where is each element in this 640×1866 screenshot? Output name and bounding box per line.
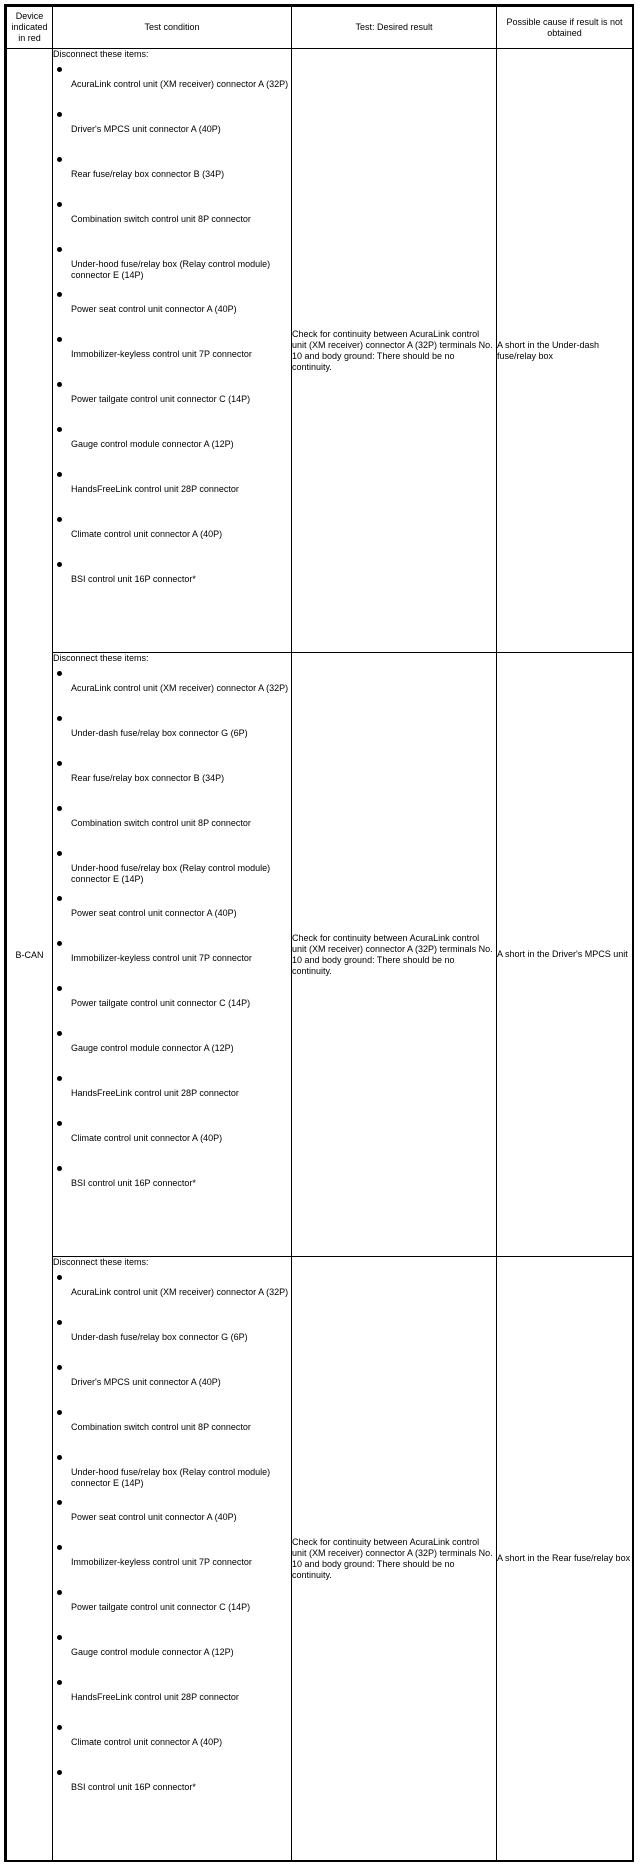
list-item [53,195,291,240]
list-item-text: Driver's MPCS unit connector A (40P) [71,124,221,134]
list-item-text: BSI control unit 16P connector* [71,574,196,584]
bullet-icon [57,382,62,387]
bullet-icon [57,986,62,991]
bullet-icon [57,1455,62,1460]
desired-result-cell: Check for continuity between AcuraLink control unit (XM receiver) connector A (32P) terminals No. 10 and body ground: There should be no continuity. [292,49,497,653]
bullet-icon [57,1590,62,1595]
list-item-text: Combination switch control unit 8P connector [71,818,251,828]
bullet-icon [57,1725,62,1730]
list-item [53,1583,291,1628]
bullet-icon [57,671,62,676]
list-item [53,1718,291,1763]
list-item-text: Under-dash fuse/relay box connector G (6P) [71,728,248,738]
desired-result-cell: Check for continuity between AcuraLink control unit (XM receiver) connector A (32P) terminals No. 10 and body ground: There should be no continuity. [292,1257,497,1861]
list-item [53,979,291,1024]
header-device: Device indicated in red [7,7,53,49]
bullet-icon [57,1410,62,1415]
disconnect-list [53,664,291,1204]
disconnect-list [53,60,291,600]
list-item-text: Power seat control unit connector A (40P) [71,1512,237,1522]
bullet-icon [57,1545,62,1550]
bullet-icon [57,1635,62,1640]
list-item [53,240,291,285]
list-item-text: Combination switch control unit 8P connector [71,1422,251,1432]
bullet-icon [57,1320,62,1325]
list-item-text: Immobilizer-keyless control unit 7P connector [71,349,252,359]
list-item-text: HandsFreeLink control unit 28P connector [71,1088,239,1098]
bullet-icon [57,1680,62,1685]
test-condition-cell [53,1257,292,1861]
list-item-text: Under-hood fuse/relay box (Relay control module) connector E (14P) [71,259,271,280]
bullet-icon [57,427,62,432]
list-item-text: Power tailgate control unit connector C (14P) [71,394,251,404]
list-item [53,510,291,555]
device-cell: B-CAN [7,49,53,1861]
list-item [53,1114,291,1159]
bullet-icon [57,1121,62,1126]
list-item [53,1159,291,1204]
possible-cause-cell: A short in the Rear fuse/relay box [497,1257,633,1861]
bullet-icon [57,896,62,901]
desired-result-cell: Check for continuity between AcuraLink control unit (XM receiver) connector A (32P) terminals No. 10 and body ground: There should be no continuity. [292,653,497,1257]
list-item-text: Immobilizer-keyless control unit 7P connector [71,953,252,963]
list-item [53,1493,291,1538]
list-item-text: Gauge control module connector A (12P) [71,1043,234,1053]
list-item-text: AcuraLink control unit (XM receiver) connector A (32P) [71,1287,289,1297]
list-item [53,1628,291,1673]
bullet-icon [57,1031,62,1036]
bullet-icon [57,1076,62,1081]
list-item [53,1024,291,1069]
list-item [53,555,291,600]
possible-cause-cell: A short in the Under-dash fuse/relay box [497,49,633,653]
bullet-icon [57,716,62,721]
bullet-icon [57,1500,62,1505]
bullet-icon [57,292,62,297]
bullet-icon [57,157,62,162]
list-item [53,375,291,420]
list-item-text: Gauge control module connector A (12P) [71,439,234,449]
bullet-icon [57,806,62,811]
list-item [53,330,291,375]
list-item-text: Power seat control unit connector A (40P) [71,908,237,918]
list-item-text: Under-dash fuse/relay box connector G (6P) [71,1332,248,1342]
bullet-icon [57,941,62,946]
list-item-text: Combination switch control unit 8P connector [71,214,251,224]
list-item-text: HandsFreeLink control unit 28P connector [71,484,239,494]
bullet-icon [57,247,62,252]
list-item [53,844,291,889]
list-item-text: Power tailgate control unit connector C (14P) [71,998,251,1008]
list-item-text: Gauge control module connector A (12P) [71,1647,234,1657]
table-row [7,1257,633,1861]
table-header-row [7,7,633,49]
bullet-icon [57,1770,62,1775]
list-item [53,934,291,979]
bullet-icon [57,202,62,207]
list-item [53,1403,291,1448]
disconnect-list [53,1268,291,1808]
bullet-icon [57,1275,62,1280]
list-item-text: Driver's MPCS unit connector A (40P) [71,1377,221,1387]
list-item [53,1673,291,1718]
troubleshooting-table-frame [4,4,634,1862]
list-item-text: Power tailgate control unit connector C (14P) [71,1602,251,1612]
condition-intro: Disconnect these items: [53,1257,149,1267]
bullet-icon [57,112,62,117]
list-item-text: Climate control unit connector A (40P) [71,1133,223,1143]
list-item-text: Rear fuse/relay box connector B (34P) [71,773,225,783]
header-possible-cause: Possible cause if result is not obtained [497,7,633,49]
header-test-condition: Test condition [53,7,292,49]
list-item-text: Under-hood fuse/relay box (Relay control module) connector E (14P) [71,1467,271,1488]
bullet-icon [57,1365,62,1370]
list-item [53,1763,291,1808]
list-item-text: AcuraLink control unit (XM receiver) connector A (32P) [71,683,289,693]
list-item [53,1069,291,1114]
list-item-text: Climate control unit connector A (40P) [71,529,223,539]
bullet-icon [57,761,62,766]
condition-intro: Disconnect these items: [53,49,149,59]
list-item [53,60,291,105]
list-item-text: AcuraLink control unit (XM receiver) connector A (32P) [71,79,289,89]
bullet-icon [57,337,62,342]
list-item [53,1538,291,1583]
list-item-text: Under-hood fuse/relay box (Relay control module) connector E (14P) [71,863,271,884]
bullet-icon [57,851,62,856]
bullet-icon [57,517,62,522]
list-item [53,1448,291,1493]
test-condition-cell [53,653,292,1257]
list-item [53,465,291,510]
list-item-text: Rear fuse/relay box connector B (34P) [71,169,225,179]
troubleshooting-table [6,6,633,1861]
list-item [53,709,291,754]
list-item [53,1313,291,1358]
possible-cause-cell: A short in the Driver's MPCS unit [497,653,633,1257]
list-item-text: Power seat control unit connector A (40P) [71,304,237,314]
bullet-icon [57,472,62,477]
list-item [53,105,291,150]
bullet-icon [57,1166,62,1171]
list-item-text: Climate control unit connector A (40P) [71,1737,223,1747]
list-item-text: BSI control unit 16P connector* [71,1178,196,1188]
list-item-text: Immobilizer-keyless control unit 7P connector [71,1557,252,1567]
list-item [53,799,291,844]
list-item [53,420,291,465]
list-item [53,1268,291,1313]
list-item-text: BSI control unit 16P connector* [71,1782,196,1792]
list-item [53,150,291,195]
list-item-text: HandsFreeLink control unit 28P connector [71,1692,239,1702]
table-row [7,653,633,1257]
list-item [53,754,291,799]
list-item [53,889,291,934]
bullet-icon [57,67,62,72]
table-row [7,49,633,653]
list-item [53,664,291,709]
header-desired-result: Test: Desired result [292,7,497,49]
bullet-icon [57,562,62,567]
list-item [53,1358,291,1403]
test-condition-cell [53,49,292,653]
list-item [53,285,291,330]
condition-intro: Disconnect these items: [53,653,149,663]
